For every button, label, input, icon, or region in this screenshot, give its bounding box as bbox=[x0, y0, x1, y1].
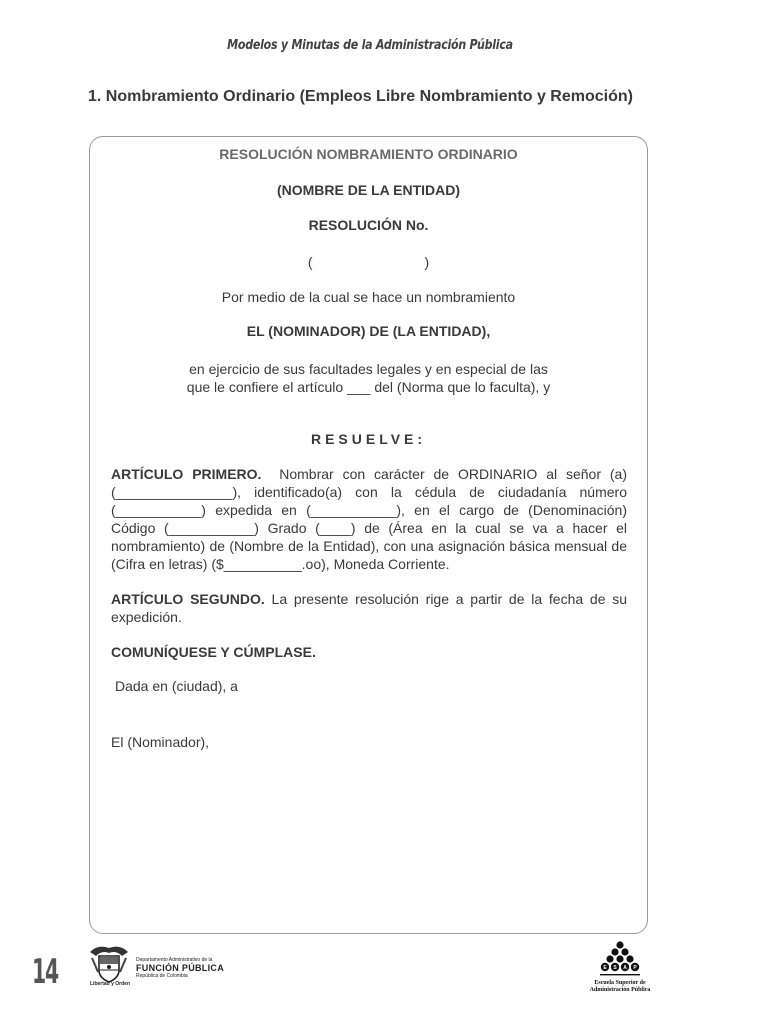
esap-logo-icon bbox=[594, 940, 646, 980]
svg-text:E: E bbox=[603, 965, 607, 971]
section-title: 1. Nombramiento Ordinario (Empleos Libre Nombramiento y Remoción) bbox=[88, 88, 633, 105]
article-second-label: ARTÍCULO SEGUNDO. bbox=[111, 591, 265, 607]
article-second bbox=[111, 590, 627, 626]
esap-line-1: Escuela Superior de bbox=[594, 980, 646, 986]
article-second-text: La presente resolución rige a partir de la fecha de su expedición. bbox=[111, 591, 628, 625]
paren-open: ( bbox=[307, 254, 313, 270]
dept-line-2: FUNCIÓN PÚBLICA bbox=[136, 963, 224, 973]
page-number: 14 bbox=[32, 952, 58, 992]
legal-powers bbox=[89, 360, 648, 396]
purpose-line: Por medio de la cual se hace un nombramiento bbox=[221, 289, 516, 305]
paren-close: ) bbox=[424, 254, 430, 270]
dept-line-1: Departamento Administrativo de la bbox=[136, 957, 213, 963]
svg-text:P: P bbox=[633, 965, 637, 971]
nominator-line: EL (NOMINADOR) DE (LA ENTIDAD), bbox=[246, 323, 491, 339]
signatory-line: El (Nominador), bbox=[111, 734, 210, 750]
resolution-number-blank bbox=[89, 254, 648, 270]
closing-formula: COMUNÍQUESE Y CÚMPLASE. bbox=[111, 644, 316, 660]
article-first-text: Nombrar con carácter de ORDINARIO al señor (a) (_______________), identificado(a) con la cédula de ciudadanía número (___________) expedida en (___________), en el cargo de (Denominación) Código (___________) Grado (____) de (Área en la cual se va a hacer el nombramiento) de (Nombre de la Entidad), con una asignación básica mensual de (Cifra en letras) ($__________.oo), Moneda Corriente. bbox=[111, 466, 627, 572]
seal-motto: Libertad y Orden bbox=[90, 981, 131, 987]
article-first bbox=[111, 465, 627, 573]
article-first-label: ARTÍCULO PRIMERO. bbox=[111, 466, 262, 482]
svg-text:A: A bbox=[623, 965, 627, 971]
running-header: Modelos y Minutas de la Administración Pública bbox=[227, 38, 513, 53]
resolution-number: RESOLUCIÓN No. bbox=[308, 217, 429, 233]
esap-caption bbox=[570, 980, 670, 994]
funcion-publica-logo bbox=[136, 957, 224, 979]
esap-line-2: Administración Pública bbox=[589, 987, 651, 993]
dept-line-3: República de Colombia bbox=[136, 973, 188, 979]
svg-text:S: S bbox=[613, 965, 617, 971]
given-in-line: Dada en (ciudad), a bbox=[115, 678, 238, 694]
entity-name: (NOMBRE DE LA ENTIDAD) bbox=[276, 182, 461, 198]
legal-powers-line-2: que le confiere el artículo ___ del (Norma que lo faculta), y bbox=[186, 379, 551, 395]
legal-powers-line-1: en ejercicio de sus facultades legales y en especial de las bbox=[189, 361, 548, 377]
resolution-heading: RESOLUCIÓN NOMBRAMIENTO ORDINARIO bbox=[219, 146, 518, 162]
resuelve-heading: RESUELVE: bbox=[310, 431, 427, 447]
